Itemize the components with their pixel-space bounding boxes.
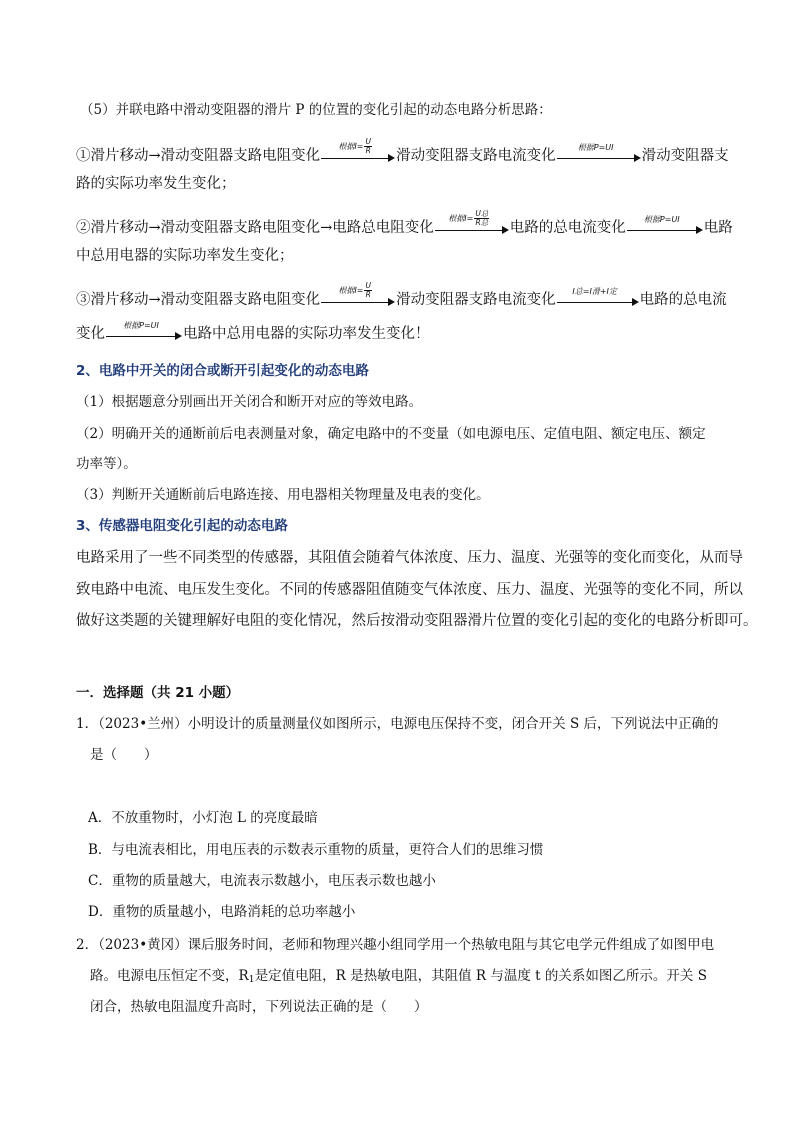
path-3-text-e: 电路中总用电器的实际功率发生变化！ [183, 326, 430, 342]
path-2-line-1 [76, 209, 733, 238]
path-3-line-2 [76, 321, 430, 344]
arrow-ohm-law: 根据I= $\frac{U}{R}$ [321, 290, 395, 310]
arrow-power-law: 根据P=UI [557, 146, 641, 166]
path-3-text-d: 变化 [76, 326, 105, 342]
path-2-text-c: 电路 [703, 220, 733, 236]
path-1-text-c: 滑动变阻器支 [641, 148, 729, 164]
question-1-option-c: C．重物的质量越大，电流表示数越小，电压表示数也越小 [88, 873, 436, 889]
arrow-ohm-law-total: 根据I= $\frac{\text{U总}}{\text{R总}}$ [435, 218, 509, 238]
question-1-option-b: B．与电流表相比，用电压表的示数表示重物的质量，更符合人们的思维习惯 [88, 842, 544, 858]
section-3-para-line-2: 致电路中电流、电压发生变化。不同的传感器阻值随变气体浓度、压力、温度、光强等的变化不同，所以 [76, 582, 743, 598]
section-2-item-2-line-1: （2）明确开关的通断前后电表测量对象，确定电路中的不变量（如电源电压、定值电阻、额定电压、额定 [76, 426, 706, 442]
question-2-stem-line-3: 闭合，热敏电阻温度升高时，下列说法正确的是（ ） [90, 999, 428, 1015]
path-1-text-a: ①滑片移动→滑动变阻器支路电阻变化 [76, 148, 321, 164]
section-2-item-3: （3）判断开关通断前后电路连接、用电器相关物理量及电表的变化。 [76, 487, 490, 503]
path-2-text-a: ②滑片移动→滑动变阻器支路电阻变化→电路总电阻变化 [76, 220, 434, 236]
section-5-intro: （5）并联电路中滑动变阻器的滑片 P 的位置的变化引起的动态电路分析思路： [80, 102, 552, 118]
question-2-stem-line-2 [90, 966, 707, 990]
arrow-ohm-law: 根据I= $\frac{U}{R}$ [321, 146, 395, 166]
question-1-stem-line-1: 1．（2023•兰州）小明设计的质量测量仪如图所示，电源电压保持不变，闭合开关 S 后，下列说法中正确的 [76, 716, 719, 732]
question-1-option-a: A．不放重物时，小灯泡 L 的亮度最暗 [88, 810, 318, 826]
question-2-text-a: 路。电源电压恒定不变，R [90, 968, 249, 984]
section-2-heading: 2、电路中开关的闭合或断开引起变化的动态电路 [76, 363, 369, 379]
section-3-para-line-1: 电路采用了一些不同类型的传感器，其阻值会随着气体浓度、压力、温度、光强等的变化而变化，从而导 [76, 550, 743, 566]
part-1-heading: 一．选择题（共 21 小题） [76, 685, 240, 701]
section-3-heading: 3、传感器电阻变化引起的动态电路 [76, 518, 288, 534]
subscript-1: 1 [248, 974, 255, 985]
path-1-line-1 [76, 137, 729, 166]
path-3-text-a: ③滑片移动→滑动变阻器支路电阻变化 [76, 292, 321, 308]
arrow-power-law: 根据P=UI [627, 218, 703, 238]
section-2-item-2-line-2: 功率等）。 [76, 456, 137, 472]
question-2-stem-line-1: 2．（2023•黄冈）课后服务时间，老师和物理兴趣小组同学用一个热敏电阻与其它电学元件组成了如图甲电 [76, 937, 715, 953]
arrow-power-law: 根据P=UI [106, 324, 182, 344]
question-1-stem-line-2: 是（ ） [90, 747, 158, 763]
question-1-option-d: D．重物的质量越小，电路消耗的总功率越小 [88, 904, 356, 920]
question-2-text-b: 是定值电阻，R 是热敏电阻，其阻值 R 与温度 t 的关系如图乙所示。开关 S [254, 968, 707, 984]
section-3-para-line-3: 做好这类题的关键理解好电阻的变化情况，然后按滑动变阻器滑片位置的变化引起的变化的电路分析即可。 [76, 613, 758, 629]
path-2-text-b: 电路的总电流变化 [509, 220, 626, 236]
path-3-text-b: 滑动变阻器支路电流变化 [396, 292, 556, 308]
path-1-text-b: 滑动变阻器支路电流变化 [396, 148, 556, 164]
arrow-current-sum: I总=I滑+I定 [557, 290, 639, 310]
path-3-line-1 [76, 281, 727, 310]
path-2-line-2: 中总用电器的实际功率发生变化； [76, 248, 294, 264]
path-1-line-2: 路的实际功率发生变化； [76, 176, 236, 192]
section-2-item-1: （1）根据题意分别画出开关闭合和断开对应的等效电路。 [76, 394, 423, 410]
path-3-text-c: 电路的总电流 [639, 292, 727, 308]
